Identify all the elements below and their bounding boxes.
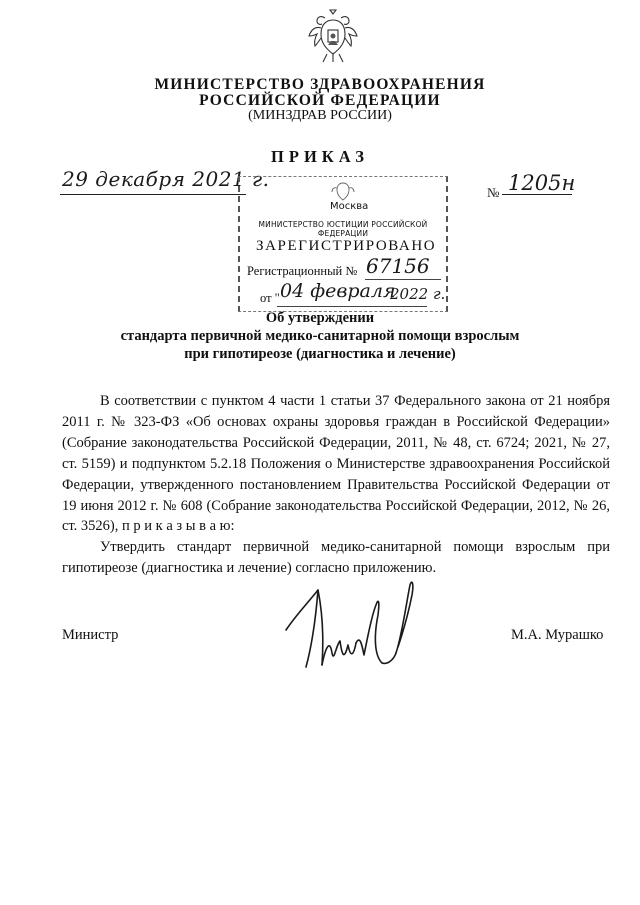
number-underline bbox=[502, 194, 572, 195]
reg-date-underline bbox=[277, 306, 427, 307]
handwritten-signature-icon bbox=[278, 575, 428, 685]
body-paragraph-1 bbox=[62, 391, 610, 537]
stamp-reg-year: 2022 г. bbox=[390, 285, 446, 303]
stamp-reg-date: 04 февраля bbox=[280, 280, 396, 302]
stamp-reg-number: 67156 bbox=[366, 254, 430, 278]
signatory-name: М.А. Мурашко bbox=[511, 627, 604, 643]
document-type: ПРИКАЗ bbox=[271, 147, 369, 166]
order-title-line2: стандарта первичной медико-санитарной помощи взрослым bbox=[120, 328, 520, 344]
date-underline bbox=[60, 194, 246, 195]
body-paragraph-2 bbox=[62, 537, 610, 579]
ministry-name: МИНИСТЕРСТВО ЗДРАВООХРАНЕНИЯ bbox=[154, 76, 486, 93]
paragraph-text: Утвердить стандарт первичной медико-санитарной помощи взрослым при гипотиреозе (диагностика и лечение) согласно приложению. bbox=[62, 539, 610, 576]
ministry-country: РОССИЙСКОЙ ФЕДЕРАЦИИ bbox=[199, 92, 441, 109]
signatory-position: Министр bbox=[62, 627, 119, 643]
order-title-line3: при гипотиреозе (диагностика и лечение) bbox=[184, 346, 456, 362]
order-number-prefix: № bbox=[487, 185, 500, 200]
stamp-reg-label: Регистрационный № bbox=[247, 264, 358, 278]
ministry-abbreviation: (МИНЗДРАВ РОССИИ) bbox=[248, 108, 392, 123]
stamp-city: Москва bbox=[330, 201, 369, 212]
stamp-emblem-icon bbox=[331, 180, 355, 202]
stamp-status: ЗАРЕГИСТРИРОВАНО bbox=[256, 238, 437, 254]
order-number: 1205н bbox=[508, 171, 576, 195]
order-title-line1: Об утверждении bbox=[265, 310, 375, 326]
stamp-ministry: МИНИСТЕРСТВО ЮСТИЦИИ РОССИЙСКОЙ ФЕДЕРАЦИИ bbox=[258, 220, 428, 238]
stamp-from-label: от " bbox=[260, 291, 280, 305]
coat-of-arms-icon bbox=[307, 8, 359, 66]
paragraph-text: В соответствии с пунктом 4 части 1 статьи 37 Федерального закона от 21 ноября 2011 г. № 323-ФЗ «Об основах охраны здоровья граждан в Российской Федерации» (Собрание законодательства Российской Федерации, 2011, № 48, ст. 6724; 2021, № 27, ст. 5159) и подпунктом 5.2.18 Положения о Министерстве здравоохранения Российской Федерации, утвержденного постановлением Правительства Российской Федерации от 19 июня 2012 г. № 608 (Собрание законодательства Российской Федерации, 2012, № 26, ст. 3526), п р и к а з ы в а ю: bbox=[62, 393, 610, 535]
order-date: 29 декабря 2021 г. bbox=[62, 167, 270, 191]
